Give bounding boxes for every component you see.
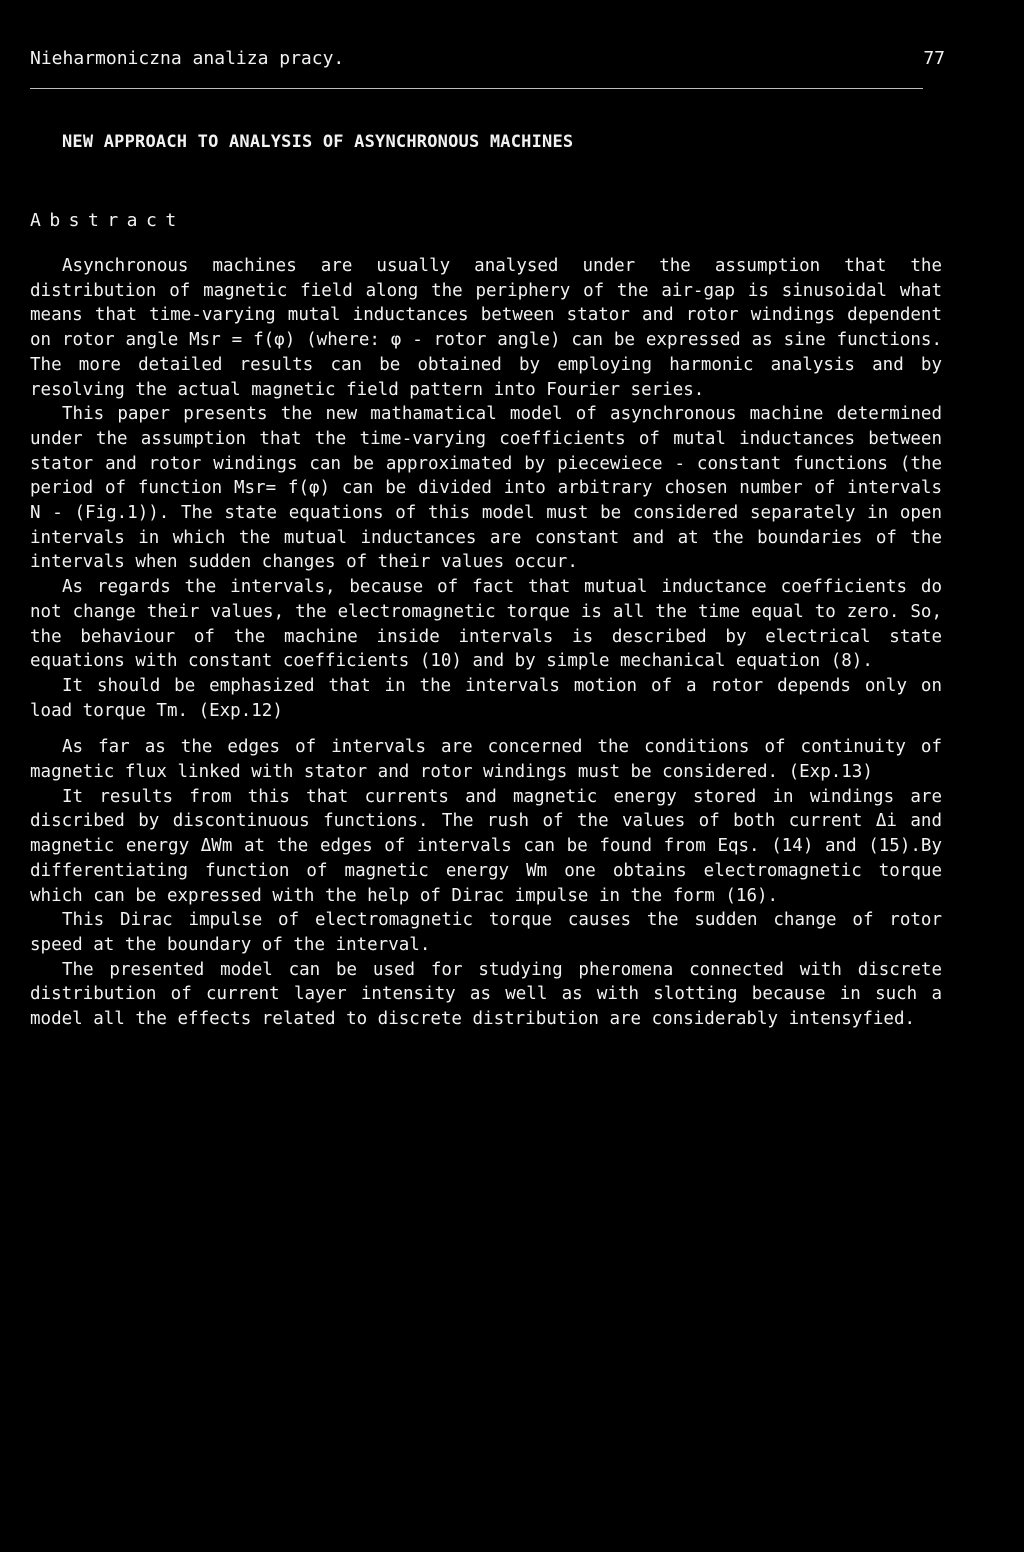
paragraph-8: The presented model can be used for studying pheromena connected with discrete distribution of current layer intensity as well as with slotting because in such a model all the effects related to discrete distribution are considerably intensyfied. (30, 959, 942, 1030)
abstract-body (30, 254, 942, 1032)
paragraph-3: As regards the intervals, because of fact that mutual inductance coefficients do not change their values, the electromagnetic torque is all the time equal to zero. So, the behaviour of the machine inside intervals is described by electrical state equations with constant coefficients (10) and by simple mechanical equation (8). (30, 577, 942, 672)
page-number: 77 (923, 48, 945, 69)
paragraph-gap (30, 723, 942, 735)
paper-title: NEW APPROACH TO ANALYSIS OF ASYNCHRONOUS MACHINES (62, 132, 574, 152)
paragraph-2: This paper presents the new mathamatical model of asynchronous machine determined under the assumption that the time-varying coefficients of mutal inductances between stator and rotor windings can be approximated by piecewiece - constant functions (the period of function Msr= f(φ) can be divided into arbitrary chosen number of intervals N - (Fig.1)). The state equations of this model must be considered separately in open intervals in which the mutual inductances are constant and at the boundaries of the intervals when sudden changes of their values occur. (30, 404, 942, 573)
paragraph-6: It results from this that currents and magnetic energy stored in windings are discribed by discontinuous functions. The rush of the values of both current Δi and magnetic energy ΔWm at the edges of intervals can be found from Eqs. (14) and (15).By differentiating function of magnetic energy Wm one obtains electromagnetic torque which can be expressed with the help of Dirac impulse in the form (16). (30, 786, 942, 906)
header-rule (30, 88, 923, 89)
paragraph-1: Asynchronous machines are usually analysed under the assumption that the distribution of magnetic field along the periphery of the air-gap is sinusoidal what means that time-varying mutal inductances between stator and rotor windings dependent on rotor angle Msr = f(φ) (where: φ - rotor angle) can be expressed as sine functions. The more detailed results can be obtained by employing harmonic analysis and by resolving the actual magnetic field pattern into Fourier series. (30, 256, 942, 400)
paragraph-4: It should be emphasized that in the intervals motion of a rotor depends only on load torque Tm. (Exp.12) (30, 675, 942, 721)
paragraph-5: As far as the edges of intervals are concerned the conditions of continuity of magnetic flux linked with stator and rotor windings must be considered. (Exp.13) (30, 737, 942, 783)
page-header (30, 48, 945, 74)
paragraph-7: This Dirac impulse of electromagnetic torque causes the sudden change of rotor speed at the boundary of the interval. (30, 910, 942, 955)
running-title: Nieharmoniczna analiza pracy. (30, 48, 345, 69)
abstract-heading: Abstract (30, 210, 185, 231)
